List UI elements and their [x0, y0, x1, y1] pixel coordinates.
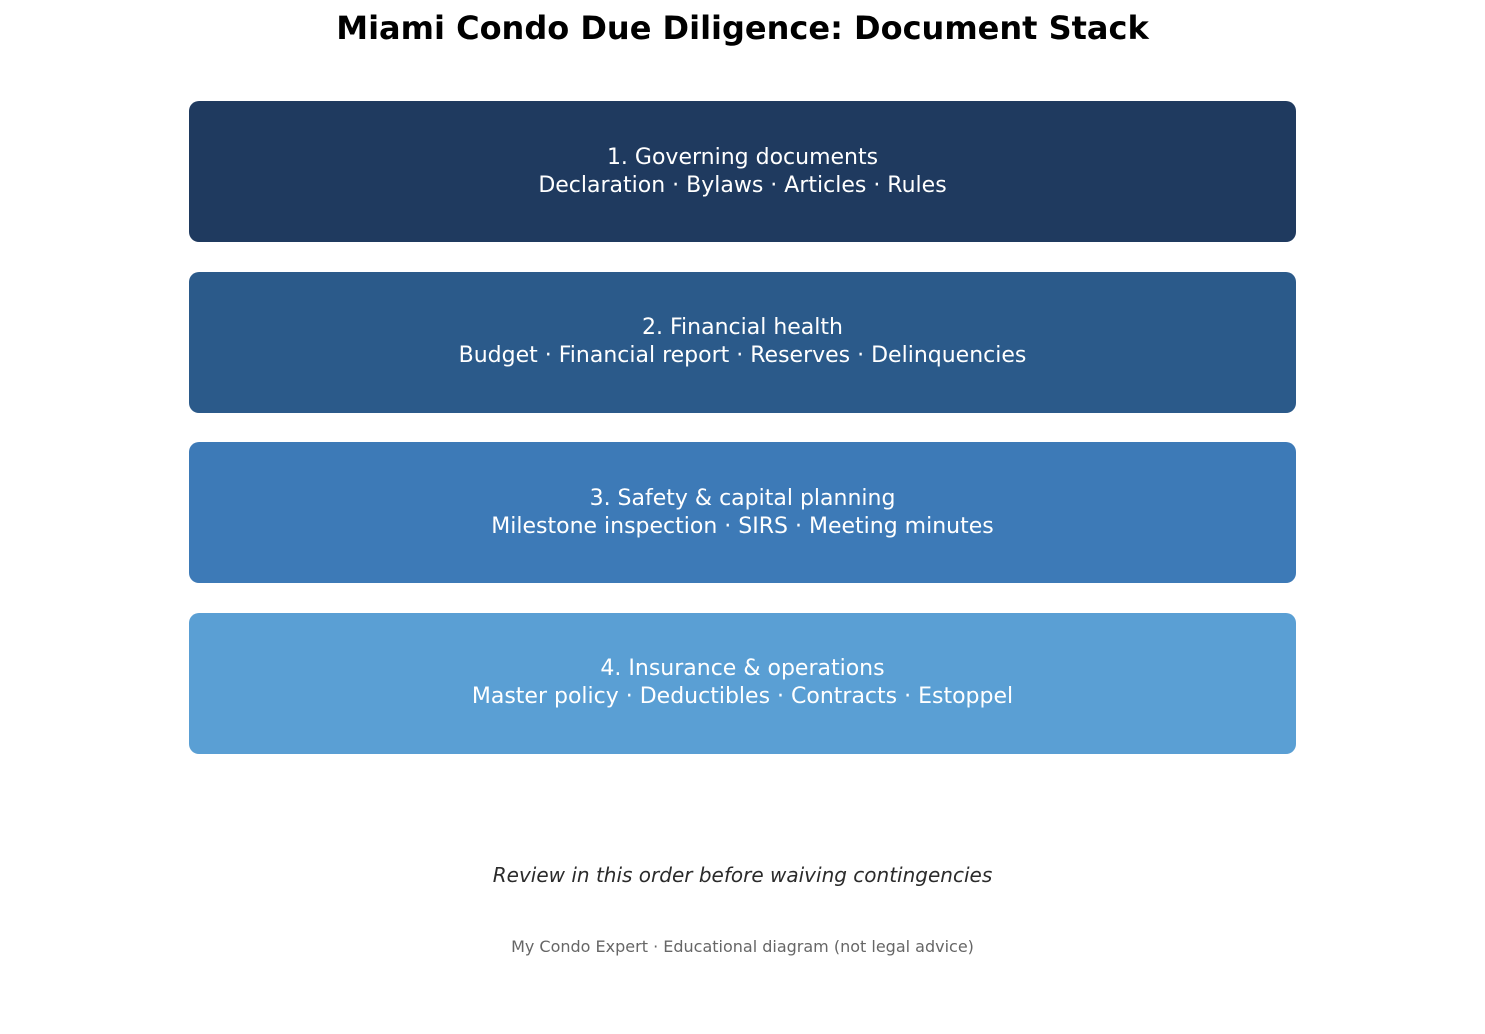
layer-heading: 4. Insurance & operations — [600, 656, 885, 681]
layer-governing-documents — [189, 101, 1296, 242]
layer-items: Declaration · Bylaws · Articles · Rules — [538, 172, 947, 198]
diagram-title: Miami Condo Due Diligence: Document Stack — [336, 9, 1149, 47]
review-order-note: Review in this order before waiving contingencies — [492, 863, 993, 887]
layer-items: Milestone inspection · SIRS · Meeting minutes — [491, 513, 994, 539]
layer-heading: 1. Governing documents — [606, 144, 879, 170]
layer-insurance-operations — [189, 613, 1296, 754]
layer-financial-health — [189, 272, 1296, 413]
footer-credit: My Condo Expert · Educational diagram (not legal advice) — [511, 937, 974, 956]
document-stack — [189, 101, 1296, 783]
layer-heading: 2. Financial health — [642, 315, 843, 340]
layer-items: Master policy · Deductibles · Contracts · Estoppel — [471, 684, 1014, 709]
layer-safety-capital-planning — [189, 442, 1296, 583]
layer-items: Budget · Financial report · Reserves · Delinquencies — [458, 343, 1027, 368]
layer-heading: 3. Safety & capital planning — [589, 485, 896, 511]
